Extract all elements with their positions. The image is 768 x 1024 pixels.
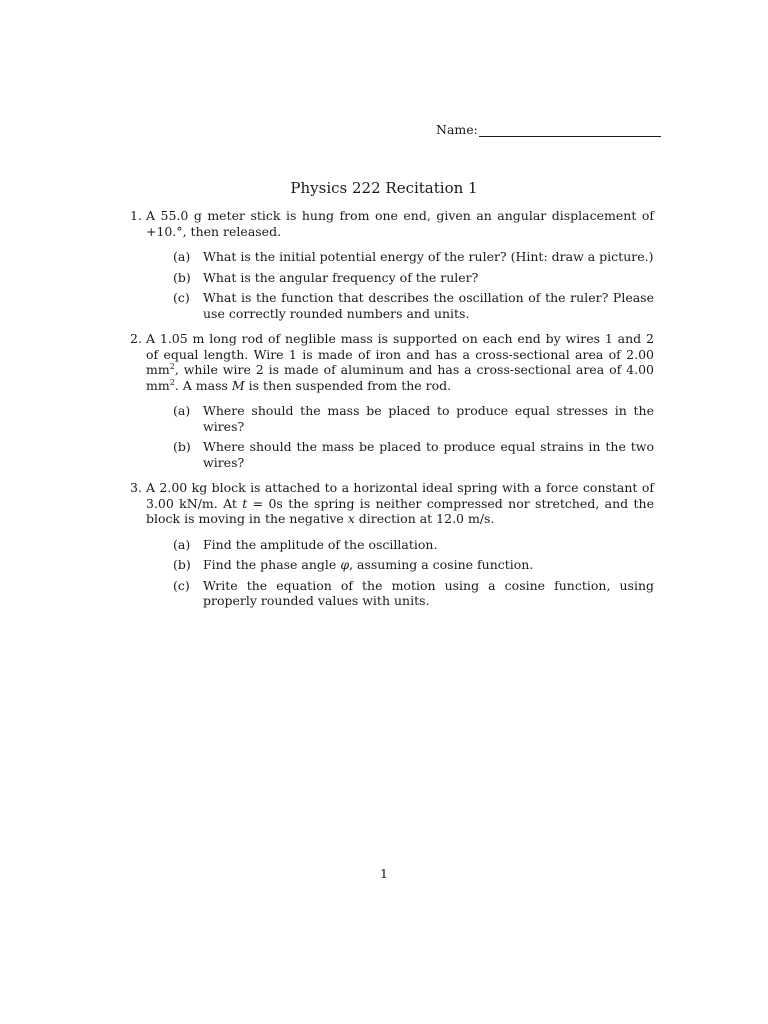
problem-number: 1. <box>130 208 142 223</box>
problem-part <box>173 578 654 609</box>
problem-part <box>173 557 654 573</box>
part-text: What is the angular frequency of the ruler? <box>203 269 479 285</box>
math-variable: φ <box>340 557 350 572</box>
problem-parts <box>146 537 654 609</box>
problem-parts <box>146 249 654 321</box>
part-text: Write the equation of the motion using a cosine function, using properly rounded values with units. <box>203 577 654 608</box>
problem-part <box>173 270 654 286</box>
superscript: 2 <box>169 361 175 371</box>
problem-part <box>173 249 654 265</box>
part-label: (c) <box>173 577 190 593</box>
part-label: (a) <box>173 403 191 418</box>
problem-parts <box>146 403 654 470</box>
name-label: Name: <box>436 122 478 137</box>
problem-part <box>173 439 654 470</box>
name-field <box>436 122 661 137</box>
part-label: (a) <box>173 249 191 264</box>
math-variable: x <box>347 511 355 526</box>
statement-text: A 2.00 kg block is attached to a horizontal ideal spring with a force constant of 3.00 kN/m. At <box>146 480 654 511</box>
problem-2 <box>124 331 654 470</box>
part-text-segment: , assuming a cosine function. <box>349 557 534 572</box>
part-text: Where should the mass be placed to produce equal strains in the two wires? <box>203 439 654 470</box>
problem-statement: A 55.0 g meter stick is hung from one end, given an angular displacement of +10.°, then released. <box>146 208 654 239</box>
problem-part <box>173 290 654 321</box>
problem-statement <box>146 480 654 527</box>
part-label: (b) <box>173 269 191 285</box>
statement-text: direction at 12.0 m/s. <box>354 511 495 526</box>
part-label: (b) <box>173 439 191 454</box>
problem-statement <box>146 331 654 393</box>
problem-part <box>173 537 654 553</box>
statement-text: is then suspended from the rod. <box>244 377 452 393</box>
part-label: (c) <box>173 290 190 305</box>
part-label: (a) <box>173 536 191 552</box>
part-text: Find the amplitude of the oscillation. <box>203 536 438 552</box>
statement-text: A 1.05 m long rod of neglible mass is supported on each end by wires 1 and 2 of equal length. Wire 1 is made of iron and has a cross-sectional area of 2.00 mm <box>146 331 654 377</box>
statement-text: = 0s the spring is neither compressed nor stretched, and the block is moving in the negative <box>146 495 654 526</box>
problem-3 <box>124 480 654 609</box>
problem-1 <box>124 208 654 321</box>
problem-part <box>173 403 654 434</box>
math-variable: M <box>231 377 245 393</box>
part-text-segment: Find the phase angle <box>203 557 341 572</box>
problem-number: 3. <box>130 480 142 495</box>
part-text: What is the function that describes the oscillation of the ruler? Please use correctly rounded numbers and units. <box>203 290 654 321</box>
name-blank-line <box>479 122 661 137</box>
part-text: What is the initial potential energy of the ruler? (Hint: draw a picture.) <box>203 249 654 264</box>
page-number: 1 <box>380 866 388 881</box>
problem-list <box>124 208 654 619</box>
superscript: 2 <box>169 377 175 387</box>
part-text: Where should the mass be placed to produce equal stresses in the wires? <box>203 403 654 434</box>
statement-text: . A mass <box>174 377 232 393</box>
problem-number: 2. <box>130 331 142 346</box>
math-variable: t <box>242 495 248 511</box>
part-label: (b) <box>173 557 191 572</box>
part-text <box>203 557 533 572</box>
page-title: Physics 222 Recitation 1 <box>290 179 478 197</box>
statement-text: , while wire 2 is made of aluminum and has a cross-sectional area of 4.00 mm <box>146 362 654 393</box>
